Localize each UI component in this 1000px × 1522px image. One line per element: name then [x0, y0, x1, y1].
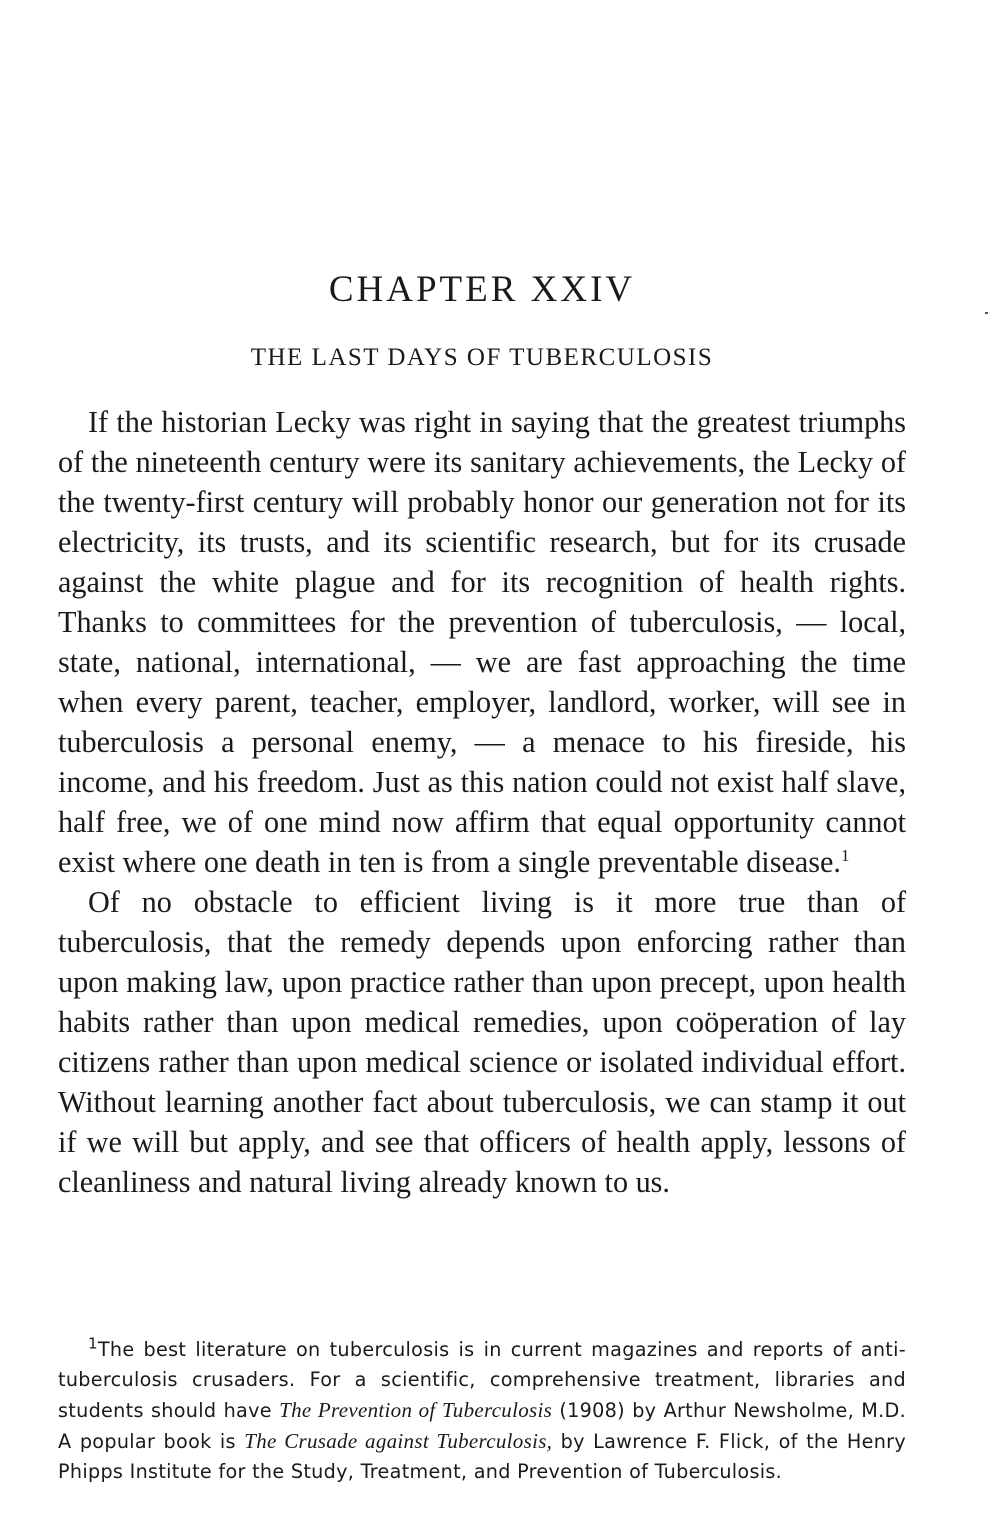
body-paragraph	[58, 402, 906, 882]
body-paragraph: Of no obstacle to efficient living is it more true than of tuberculosis, that the remedy depends upon enforcing rather than upon making law, upon practice rather than upon precept, upon health habits rather than upon medical remedies, upon coöperation of lay citizens rather than upon medical science or isolated individual effort. Without learning another fact about tuberculosis, we can stamp it out if we will but apply, and see that officers of health apply, lessons of cleanliness and natural living already known to us.	[58, 885, 906, 1199]
footnote	[58, 1335, 906, 1487]
footnote-text: The best literature on tuberculosis is in current magazines and reports of anti-tuberculosis crusaders. For a scientific, comprehensive treatment, libraries and students should have	[58, 1338, 906, 1422]
footnote-text: by Lawrence F. Flick, of the Henry Phipps Institute for the Study, Treatment, and Prevention of Tuberculosis.	[58, 1430, 906, 1483]
book-title: The Crusade against Tuberculosis,	[244, 1429, 553, 1453]
scan-speck	[985, 312, 988, 314]
chapter-number: CHAPTER XXIV	[328, 269, 636, 310]
footnote-mark: 1	[88, 1334, 98, 1353]
chapter-title: THE LAST DAYS OF TUBERCULOSIS	[250, 344, 714, 371]
chapter-body	[58, 402, 906, 1202]
footnote-section	[58, 1335, 906, 1487]
book-page	[58, 0, 906, 1522]
footnote-reference: 1	[840, 845, 850, 865]
paragraph-text: If the historian Lecky was right in saying that the greatest triumphs of the nineteenth century were its sanitary achievements, the Lecky of the twenty-first century will probably honor our generation not for its electricity, its trusts, and its scientific research, but for its crusade against the white plague and for its recognition of health rights. Thanks to committees for the prevention of tuberculosis, — local, state, national, international, — we are fast approaching the time when every parent, teacher, employer, landlord, worker, will see in tuberculosis a personal enemy, — a menace to his fireside, his income, and his freedom. Just as this nation could not exist half slave, half free, we of one mind now affirm that equal opportunity cannot exist where one death in ten is from a single preventable disease.	[58, 405, 906, 879]
book-title: The Prevention of Tuberculosis	[279, 1398, 553, 1422]
footnote-text: (1908) by Arthur Newsholme, M.D. A popular book is	[58, 1399, 906, 1453]
